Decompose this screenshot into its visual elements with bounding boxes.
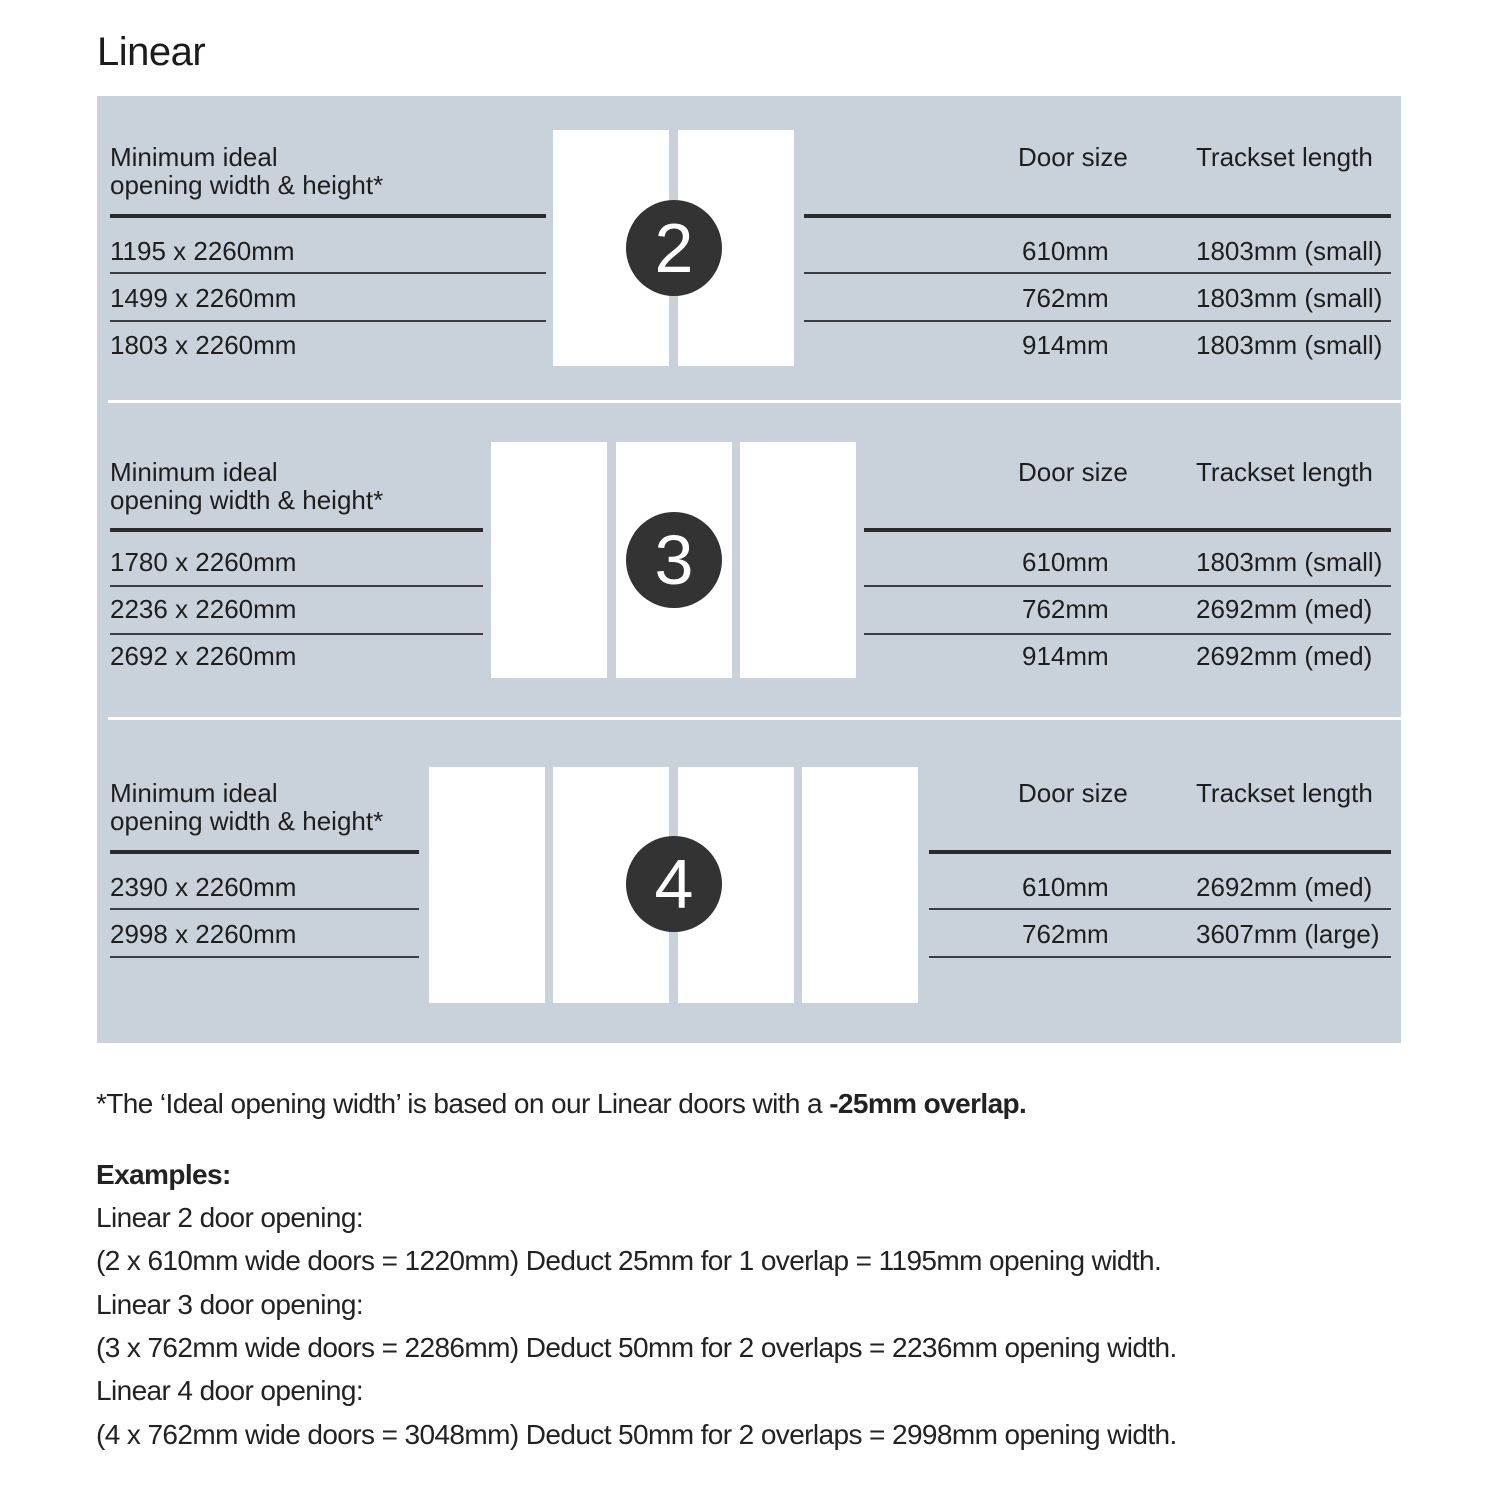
row-rule — [804, 272, 1391, 274]
header-rule — [110, 528, 483, 532]
door-panel — [802, 767, 918, 1003]
row-rule — [929, 908, 1391, 910]
trackset-length: 2692mm (med) — [1196, 872, 1373, 902]
door-size-header: Door size — [1018, 142, 1128, 172]
example-calculation: (3 x 762mm wide doors = 2286mm) Deduct 50mm for 2 overlaps = 2236mm opening width. — [96, 1331, 1177, 1363]
door-size: 762mm — [1022, 919, 1109, 949]
trackset-length: 2692mm (med) — [1196, 594, 1373, 624]
door-panel — [491, 442, 607, 678]
footnote — [96, 1088, 1026, 1120]
door-size-header: Door size — [1018, 778, 1128, 808]
trackset-length: 1803mm (small) — [1196, 330, 1383, 360]
door-size: 914mm — [1022, 641, 1109, 671]
opening-size: 2692 x 2260mm — [110, 641, 297, 671]
trackset-header: Trackset length — [1196, 142, 1373, 172]
row-rule — [804, 320, 1391, 322]
opening-size: 2998 x 2260mm — [110, 919, 297, 949]
row-rule — [110, 585, 483, 587]
row-rule — [929, 956, 1391, 958]
door-size: 914mm — [1022, 330, 1109, 360]
door-size: 762mm — [1022, 594, 1109, 624]
door-size: 610mm — [1022, 236, 1109, 266]
opening-size: 1195 x 2260mm — [110, 236, 295, 266]
door-count-badge: 3 — [626, 512, 722, 608]
opening-header: Minimum ideal opening width & height* — [110, 778, 384, 836]
header-rule — [804, 214, 1391, 218]
trackset-header: Trackset length — [1196, 457, 1373, 487]
footnote-text: *The ‘Ideal opening width’ is based on our Linear doors with a — [96, 1088, 830, 1119]
section-divider — [108, 717, 1401, 720]
door-size: 610mm — [1022, 547, 1109, 577]
opening-size: 1780 x 2260mm — [110, 547, 297, 577]
example-calculation: (4 x 762mm wide doors = 3048mm) Deduct 50mm for 2 overlaps = 2998mm opening width. — [96, 1418, 1177, 1450]
header-rule — [929, 850, 1391, 854]
row-rule — [110, 633, 483, 635]
opening-size: 2236 x 2260mm — [110, 594, 297, 624]
door-size: 610mm — [1022, 872, 1109, 902]
header-rule — [110, 850, 419, 854]
door-panel — [429, 767, 545, 1003]
door-count-badge: 4 — [626, 836, 722, 932]
row-rule — [110, 272, 546, 274]
example-title: Linear 4 door opening: — [96, 1375, 364, 1407]
door-size-header: Door size — [1018, 457, 1128, 487]
section-divider — [108, 400, 1401, 403]
row-rule — [864, 585, 1391, 587]
header-rule — [110, 214, 546, 218]
trackset-length: 1803mm (small) — [1196, 547, 1383, 577]
row-rule — [110, 908, 419, 910]
opening-header: Minimum ideal opening width & height* — [110, 457, 384, 515]
examples-heading: Examples: — [96, 1159, 231, 1190]
page-title: Linear — [97, 30, 206, 74]
example-calculation: (2 x 610mm wide doors = 1220mm) Deduct 25mm for 1 overlap = 1195mm opening width. — [96, 1245, 1162, 1277]
row-rule — [110, 956, 419, 958]
row-rule — [110, 320, 546, 322]
footnote-bold: -25mm overlap. — [829, 1088, 1027, 1119]
opening-size: 1499 x 2260mm — [110, 283, 297, 313]
opening-size: 2390 x 2260mm — [110, 872, 297, 902]
trackset-length: 1803mm (small) — [1196, 283, 1383, 313]
door-size: 762mm — [1022, 283, 1109, 313]
header-rule — [864, 528, 1391, 532]
trackset-length: 3607mm (large) — [1196, 919, 1380, 949]
opening-header: Minimum ideal opening width & height* — [110, 142, 384, 200]
row-rule — [864, 633, 1391, 635]
door-count-badge: 2 — [626, 200, 722, 296]
example-title: Linear 2 door opening: — [96, 1202, 364, 1233]
door-panel — [740, 442, 856, 678]
trackset-header: Trackset length — [1196, 778, 1373, 808]
opening-size: 1803 x 2260mm — [110, 330, 297, 360]
trackset-length: 2692mm (med) — [1196, 641, 1373, 671]
trackset-length: 1803mm (small) — [1196, 236, 1383, 266]
example-title: Linear 3 door opening: — [96, 1288, 364, 1320]
